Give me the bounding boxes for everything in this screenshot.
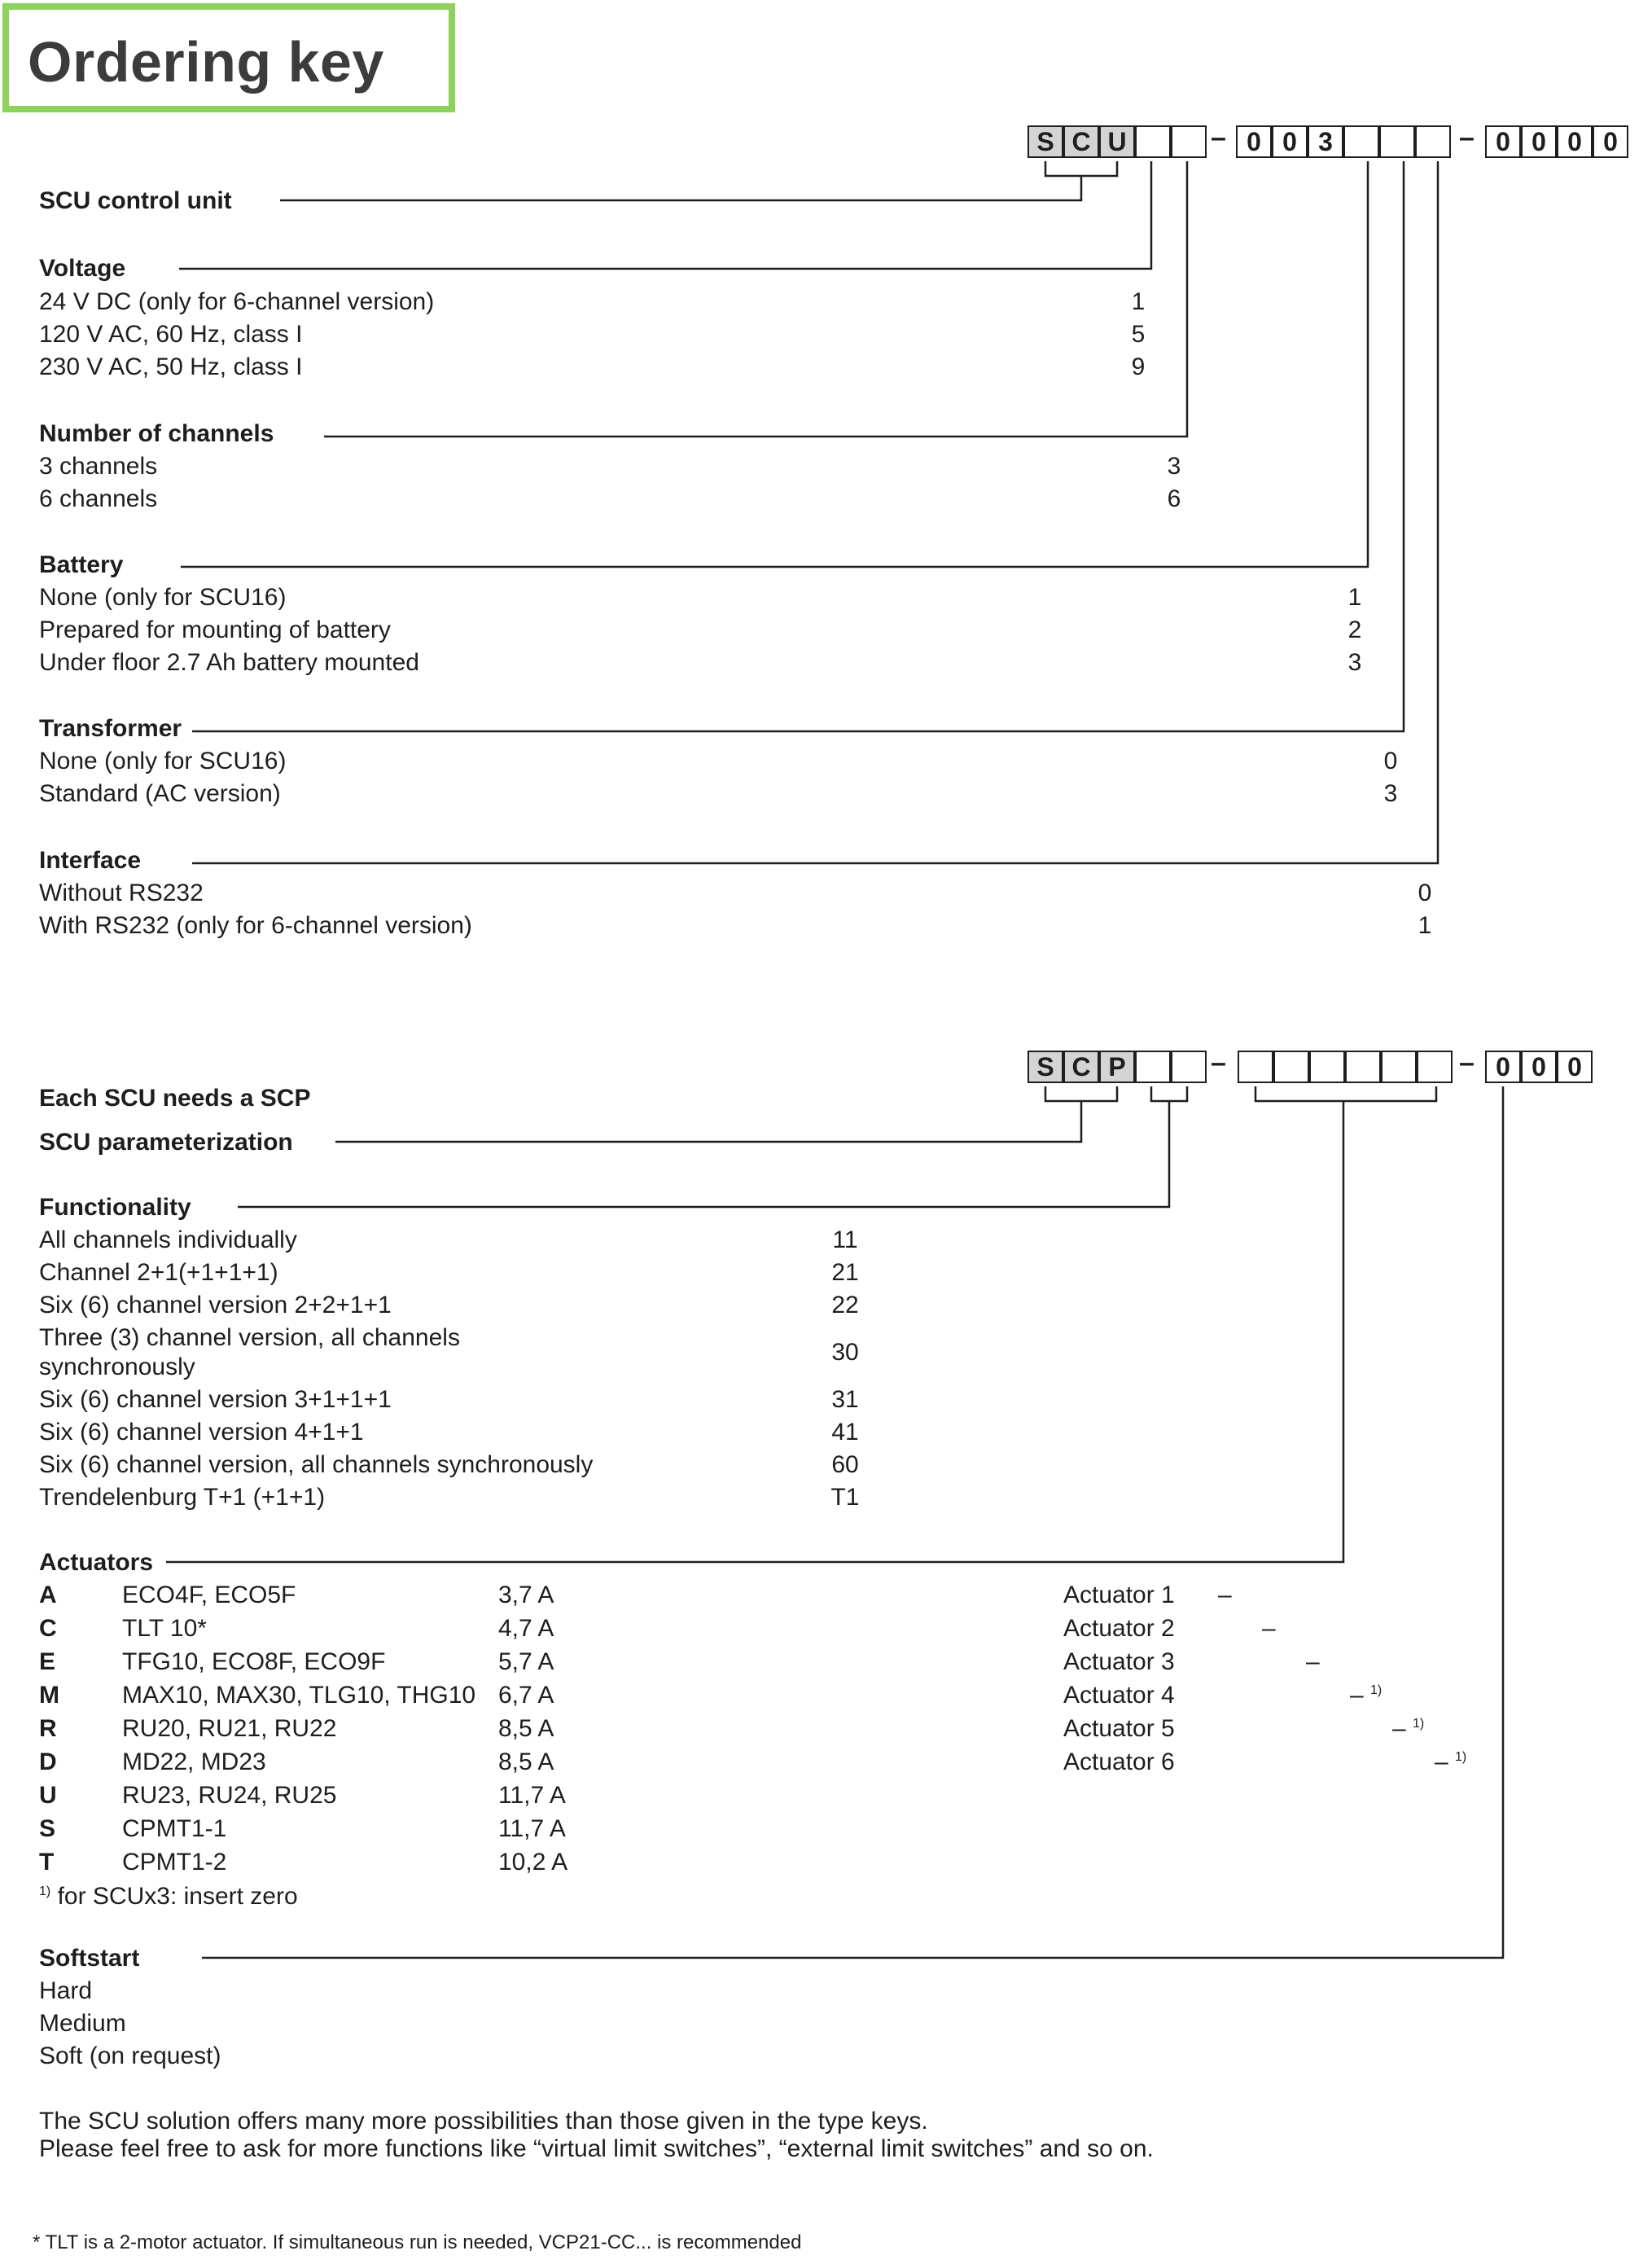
softstart-option: Hard [39,1977,93,2004]
line-channels [324,161,1187,437]
key-box: U [1099,125,1135,158]
heading-battery: Battery [39,551,124,578]
actuator-position-mark [1435,1748,1466,1776]
option-label: Without RS232 [39,880,204,906]
option-label: Prepared for mounting of battery [39,616,391,643]
actuator-code: A [39,1582,57,1608]
option-label: 24 V DC (only for 6-channel version) [39,288,435,315]
line-functionality [238,1101,1169,1207]
line-param [335,1101,1081,1142]
heading-softstart: Softstart [39,1945,140,1972]
key-box: S [1028,125,1063,158]
position-note: 1) [1370,1683,1383,1697]
actuator-code: M [39,1682,59,1709]
position-note: 1) [1455,1750,1467,1764]
actuator-position-label: Actuator 2 [1063,1615,1175,1642]
actuator-position-label: Actuator 1 [1063,1582,1175,1608]
heading-scu-needs-scp: Each SCU needs a SCP [39,1085,311,1112]
heading-voltage: Voltage [39,255,126,282]
actuator-models: RU23, RU24, RU25 [122,1782,337,1809]
actuator-code: R [39,1715,57,1742]
key-box: 0 [1485,125,1521,158]
option-label: Under floor 2.7 Ah battery mounted [39,649,419,676]
actuator-position-label: Actuator 5 [1063,1715,1175,1742]
key-box: 0 [1593,125,1628,158]
option-label: None (only for SCU16) [39,748,287,774]
footnote-mark: 1) [39,1884,51,1898]
actuator-code: D [39,1748,57,1775]
line-transformer [192,161,1404,731]
key-box: 0 [1557,125,1593,158]
option-label: Three (3) channel version, all channels [39,1324,460,1351]
option-code: 31 [831,1386,859,1413]
actuator-position-label: Actuator 6 [1063,1748,1175,1775]
option-code: 9 [1131,353,1146,380]
option-code: 0 [1418,880,1432,906]
footnote-text: for SCUx3: insert zero [57,1883,298,1910]
actuator-code: U [39,1782,57,1809]
option-code: 11 [832,1226,858,1253]
actuator-current: 10,2 A [498,1849,568,1876]
actuator-code: E [39,1648,56,1675]
actuator-current: 11,7 A [498,1782,566,1809]
key-box [1343,125,1379,158]
option-label: Six (6) channel version 2+2+1+1 [39,1292,392,1318]
line-control-unit [280,176,1081,200]
key-box [1135,125,1171,158]
key-box [1381,1051,1417,1083]
option-code: T1 [830,1484,860,1511]
heading-functionality: Functionality [39,1194,191,1221]
key-box: 0 [1521,1051,1557,1083]
option-label: 230 V AC, 50 Hz, class I [39,353,303,380]
actuator-current: 8,5 A [498,1715,554,1742]
option-code: 1 [1131,288,1146,315]
heading-transformer: Transformer [39,715,182,742]
key-box [1171,125,1207,158]
actuator-current: 8,5 A [498,1748,554,1775]
bracket-scu [1045,161,1117,176]
key-box [1417,1051,1453,1083]
option-label-cont: synchronously [39,1354,195,1380]
key-box [1379,125,1415,158]
heading-parameterization: SCU parameterization [39,1129,293,1156]
heading-interface: Interface [39,847,142,874]
option-label: Channel 2+1(+1+1+1) [39,1259,278,1286]
key-dash: – [1211,122,1226,153]
key-box: 0 [1485,1051,1521,1083]
option-label: Trendelenburg T+1 (+1+1) [39,1484,326,1511]
option-code: 21 [831,1259,859,1286]
actuator-models: MD22, MD23 [122,1748,266,1775]
option-label: Standard (AC version) [39,780,281,807]
bracket-actuators [1255,1086,1436,1101]
key-box: P [1099,1051,1135,1083]
position-note: 1) [1413,1717,1425,1731]
actuator-position-label: Actuator 3 [1063,1648,1175,1675]
bottom-footnote: * TLT is a 2-motor actuator. If simultaneous run is needed, VCP21-CC... is recommended [33,2231,802,2253]
closing-line-1: The SCU solution offers many more possibilities than those given in the type keys. [39,2108,928,2135]
key-box: 3 [1308,125,1343,158]
key-box: C [1063,125,1099,158]
key-box [1135,1051,1171,1083]
key-box [1273,1051,1309,1083]
actuator-code: S [39,1815,56,1842]
key-box: S [1028,1051,1063,1083]
actuator-models: TFG10, ECO8F, ECO9F [122,1648,386,1675]
key-box: 0 [1557,1051,1593,1083]
actuator-models: CPMT1-1 [122,1815,227,1842]
softstart-option: Medium [39,2010,126,2037]
option-code: 30 [831,1339,859,1366]
option-code: 1 [1347,584,1362,611]
actuator-models: ECO4F, ECO5F [122,1582,296,1608]
heading-actuators: Actuators [39,1549,154,1576]
key-box: 0 [1236,125,1272,158]
option-code: 3 [1347,649,1362,676]
option-code: 0 [1383,748,1398,774]
option-label: None (only for SCU16) [39,584,287,611]
option-code: 3 [1167,453,1181,480]
key-box [1345,1051,1381,1083]
key-dash: – [1459,122,1475,153]
key-box [1309,1051,1345,1083]
key-box: 0 [1272,125,1308,158]
option-label: All channels individually [39,1226,297,1253]
actuator-position-label: Actuator 4 [1063,1682,1175,1709]
line-voltage [179,161,1151,269]
position-dash: – [1392,1715,1406,1742]
option-label: Six (6) channel version 3+1+1+1 [39,1386,392,1413]
heading-channels: Number of channels [39,420,274,447]
actuator-code: T [39,1849,55,1876]
key-box: C [1063,1051,1099,1083]
option-label: Six (6) channel version, all channels synchronously [39,1451,594,1478]
option-code: 6 [1167,485,1181,512]
option-code: 5 [1131,321,1146,348]
actuator-current: 5,7 A [498,1648,554,1675]
position-dash: – [1350,1682,1364,1709]
actuator-position-mark: – [1218,1582,1232,1608]
page-title: Ordering key [28,30,384,94]
actuator-position-mark [1392,1715,1424,1743]
line-interface [192,161,1438,863]
option-code: 41 [831,1419,859,1446]
actuator-position-mark: – [1306,1648,1320,1675]
actuator-footnote [39,1883,298,1911]
option-label: 6 channels [39,485,158,512]
option-label: 3 channels [39,453,158,480]
option-code: 3 [1383,780,1398,807]
actuator-code: C [39,1615,57,1642]
bracket-scp [1045,1086,1117,1101]
option-code: 2 [1347,616,1362,643]
actuator-models: TLT 10* [122,1615,207,1642]
option-code: 60 [831,1451,859,1478]
key-dash: – [1211,1047,1226,1078]
actuator-models: RU20, RU21, RU22 [122,1715,337,1742]
line-softstart [202,1086,1503,1958]
option-label: 120 V AC, 60 Hz, class I [39,321,303,348]
option-label: With RS232 (only for 6-channel version) [39,912,472,939]
bracket-func [1151,1086,1187,1101]
actuator-current: 3,7 A [498,1582,554,1608]
actuator-models: MAX10, MAX30, TLG10, THG10 [122,1682,476,1709]
key-box [1415,125,1451,158]
key-box [1171,1051,1207,1083]
actuator-position-mark [1350,1682,1382,1709]
option-label: Six (6) channel version 4+1+1 [39,1419,364,1446]
closing-line-2: Please feel free to ask for more functions like “virtual limit switches”, “external limit switches” and so on. [39,2135,1154,2162]
key-box [1238,1051,1273,1083]
actuator-position-mark: – [1262,1615,1276,1642]
key-dash: – [1459,1047,1475,1078]
actuator-current: 11,7 A [498,1815,566,1842]
position-dash: – [1435,1748,1448,1775]
actuator-current: 6,7 A [498,1682,554,1709]
actuator-models: CPMT1-2 [122,1849,227,1876]
key-box: 0 [1521,125,1557,158]
option-code: 22 [831,1292,859,1318]
actuator-current: 4,7 A [498,1615,554,1642]
option-code: 1 [1418,912,1432,939]
heading-control-unit: SCU control unit [39,187,232,214]
softstart-option: Soft (on request) [39,2042,221,2069]
